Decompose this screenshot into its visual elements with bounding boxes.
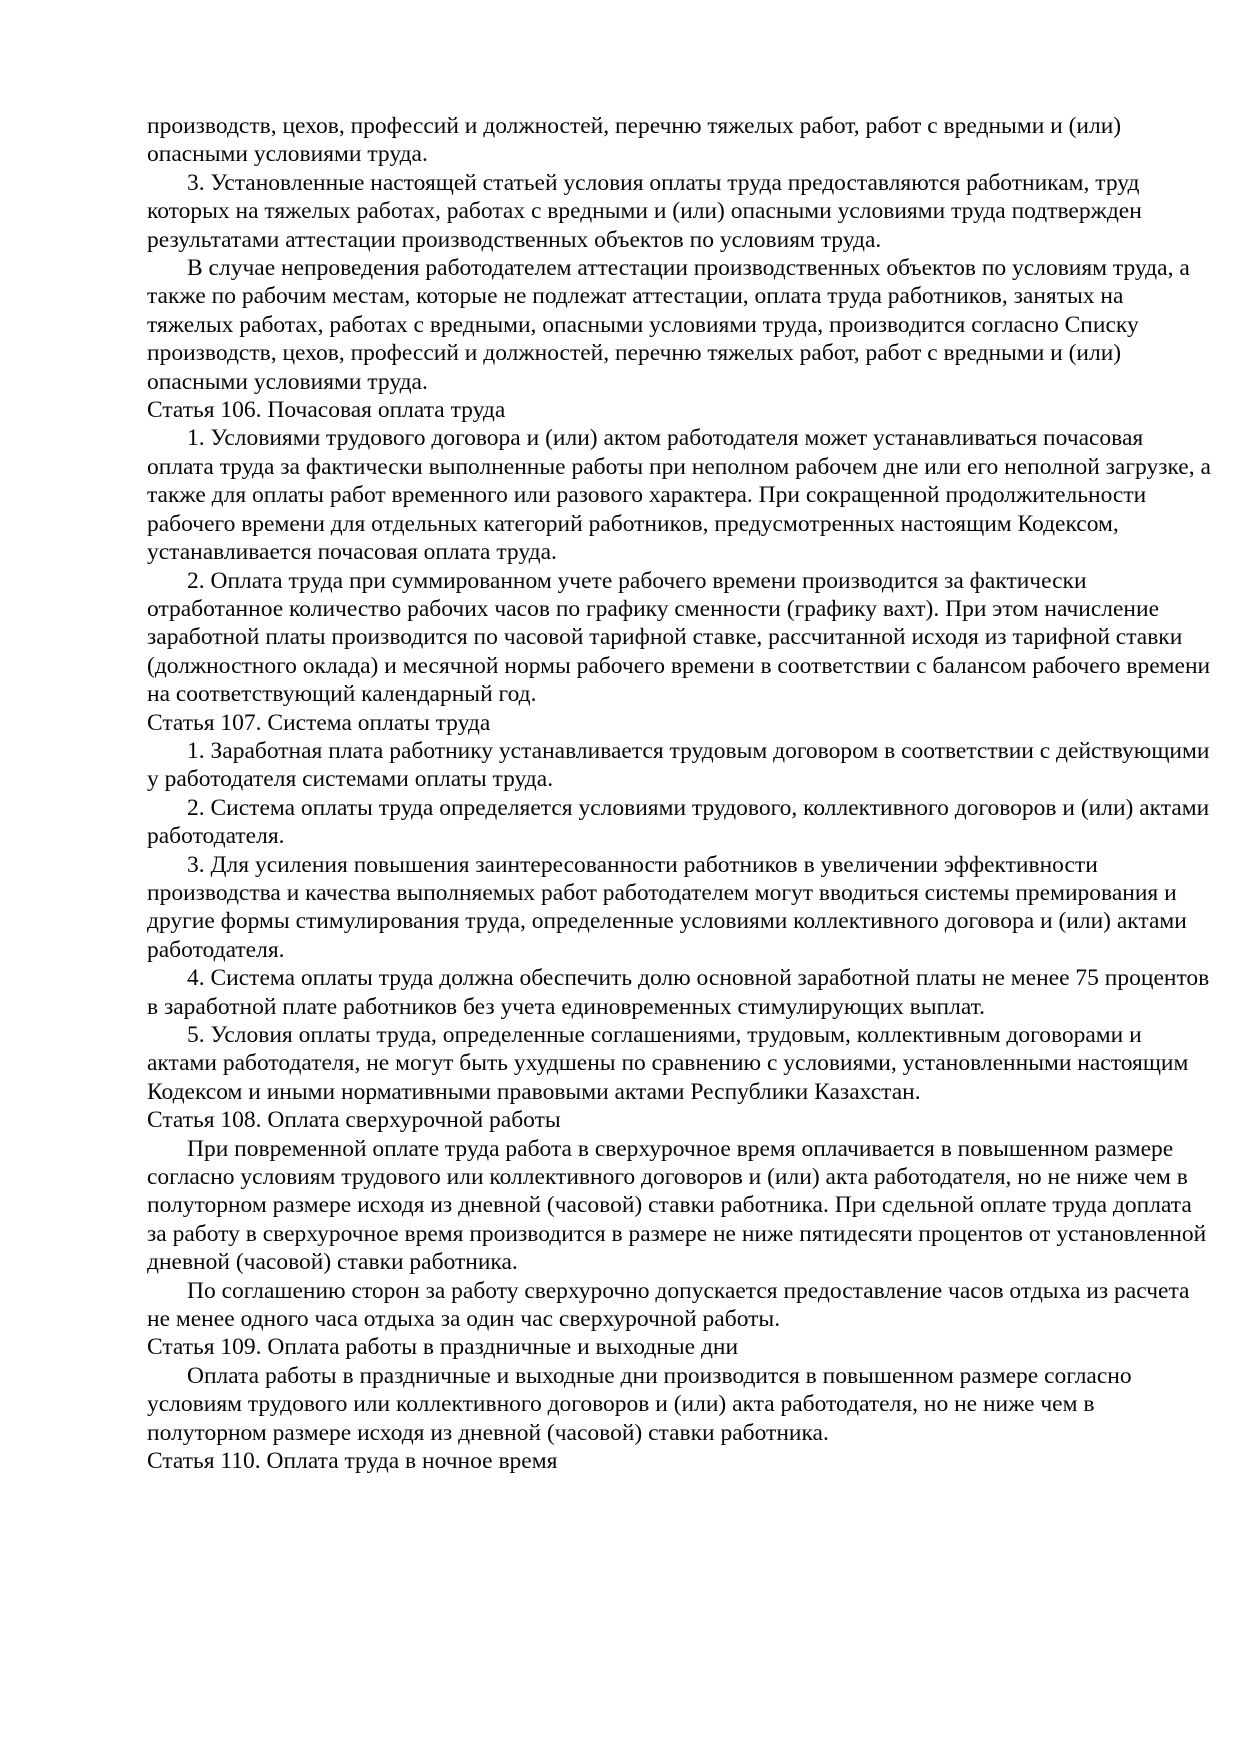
document-text-block <box>147 112 1213 1476</box>
paragraph-continuation: производств, цехов, профессий и должностей, перечню тяжелых работ, работ с вредными и (или) опасными условиями труда. <box>147 113 1122 168</box>
article-heading-107: Статья 107. Система оплаты труда <box>147 709 491 736</box>
paragraph: Оплата работы в праздничные и выходные дни производится в повышенном размере согласно условиям трудового или коллективного договоров и (или) акта работодателя, но не ниже чем в полуторном размере исходя из дневной (часовой) ставки работника. <box>147 1362 1132 1446</box>
paragraph: При повременной оплате труда работа в сверхурочное время оплачивается в повышенном размере согласно условиям трудового или коллективного договоров и (или) акта работодателя, но не ниже чем в полуторном размере исходя из дневной (часовой) ставки работника. При сдельной оплате труда доплата за работу в сверхурочное время производится в размере не ниже пятидесяти процентов от установленной дневной (часовой) ставки работника. <box>147 1135 1207 1276</box>
paragraph: 1. Заработная плата работнику устанавливается трудовым договором в соответствии с действующими у работодателя системами оплаты труда. <box>147 737 1210 793</box>
paragraph: 2. Оплата труда при суммированном учете рабочего времени производится за фактически отработанное количество рабочих часов по графику сменности (графику вахт). При этом начисление заработной платы производится по часовой тарифной ставке, рассчитанной исходя из тарифной ставки (должностного оклада) и месячной нормы рабочего времени в соответствии с балансом рабочего времени на соответствующий календарный год. <box>147 567 1211 708</box>
paragraph: 3. Для усиления повышения заинтересованности работников в увеличении эффективности производства и качества выполняемых работ работодателем могут вводиться системы премирования и другие формы стимулирования труда, определенные условиями коллективного договора и (или) актами работодателя. <box>147 851 1187 963</box>
paragraph: 1. Условиями трудового договора и (или) актом работодателя может устанавливаться почасовая оплата труда за фактически выполненные работы при неполном рабочем дне или его неполной загрузке, а также для оплаты работ временного или разового характера. При сокращенной продолжительности рабочего времени для отдельных категорий работников, предусмотренных настоящим Кодексом, устанавливается почасовая оплата труда. <box>147 425 1211 566</box>
article-heading-109: Статья 109. Оплата работы в праздничные и выходные дни <box>147 1334 739 1361</box>
paragraph: 4. Система оплаты труда должна обеспечить долю основной заработной платы не менее 75 процентов в заработной плате работников без учета единовременных стимулирующих выплат. <box>147 965 1210 1020</box>
paragraph: 5. Условия оплаты труда, определенные соглашениями, трудовым, коллективным договорами и актами работодателя, не могут быть ухудшены по сравнению с условиями, установленными настоящим Кодексом и иными нормативными правовыми актами Республики Казахстан. <box>147 1022 1189 1105</box>
paragraph: 2. Система оплаты труда определяется условиями трудового, коллективного договоров и (или) актами работодателя. <box>147 794 1210 850</box>
paragraph: В случае непроведения работодателем аттестации производственных объектов по условиям труда, а также по рабочим местам, которые не подлежат аттестации, оплата труда работников, занятых на тяжелых работах, работах с вредными, опасными условиями труда, производится согласно Списку производств, цехов, профессий и должностей, перечню тяжелых работ, работ с вредными и (или) опасными условиями труда. <box>147 255 1190 395</box>
paragraph: По соглашению сторон за работу сверхурочно допускается предоставление часов отдыха из расчета не менее одного часа отдыха за один час сверхурочной работы. <box>147 1277 1190 1333</box>
article-heading-108: Статья 108. Оплата сверхурочной работы <box>147 1107 561 1134</box>
article-heading-106: Статья 106. Почасовая оплата труда <box>147 397 506 424</box>
paragraph: 3. Установленные настоящей статьей условия оплаты труда предоставляются работникам, труд которых на тяжелых работах, работах с вредными и (или) опасными условиями труда подтвержден результатами аттестации производственных объектов по условиям труда. <box>147 169 1142 253</box>
article-heading-110: Статья 110. Оплата труда в ночное время <box>147 1448 558 1475</box>
